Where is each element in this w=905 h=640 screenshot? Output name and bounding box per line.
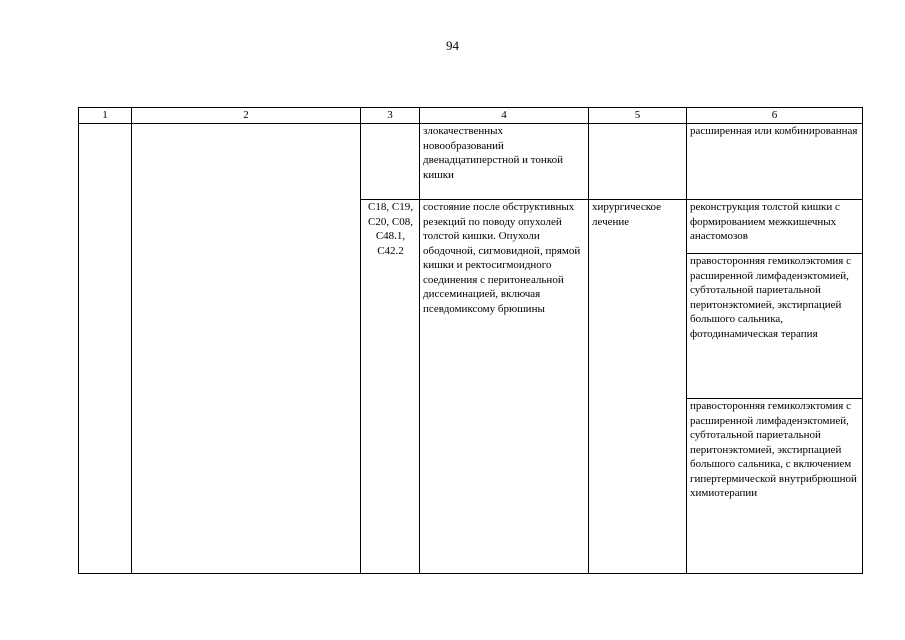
treatment-type-cell: хирургическое лечение xyxy=(589,200,687,574)
cell-col5-row1 xyxy=(589,124,687,200)
diagnosis-cell-continued: злокачественных новообразований двенадцатиперстной и тонкой кишки xyxy=(420,124,589,200)
diagnosis-cell: состояние после обструктивных резекций по поводу опухолей толстой кишки. Опухоли ободочной, сигмовидной, прямой кишки и ректосигмоидного соединения с перитонеальной диссеминацией, включая псевдомиксому брюшины xyxy=(420,200,589,574)
cell-col1 xyxy=(79,124,132,574)
method-cell-continued: расширенная или комбинированная xyxy=(687,124,863,200)
table-header-row xyxy=(79,108,863,124)
document-table xyxy=(78,107,863,574)
cell-col3-row1 xyxy=(361,124,420,200)
header-cell-1: 1 xyxy=(79,108,132,124)
table-row xyxy=(79,124,863,200)
cell-col2 xyxy=(132,124,361,574)
method-cell-hemicolectomy-pdt: правосторонняя гемиколэктомия с расширенной лимфаденэктомией, субтотальной париетальной перитонэктомией, экстирпацией большого сальника, фотодинамическая терапия xyxy=(687,254,863,399)
header-cell-2: 2 xyxy=(132,108,361,124)
header-cell-6: 6 xyxy=(687,108,863,124)
header-cell-5: 5 xyxy=(589,108,687,124)
header-cell-4: 4 xyxy=(420,108,589,124)
method-cell-hemicolectomy-hipec: правосторонняя гемиколэктомия с расширенной лимфаденэктомией, субтотальной париетальной перитонэктомией, экстирпацией большого сальника, с включением гипертермической внутрибрюшной химиотерапии xyxy=(687,399,863,574)
method-cell-reconstruction: реконструкция толстой кишки с формированием межкишечных анастомозов xyxy=(687,200,863,254)
header-cell-3: 3 xyxy=(361,108,420,124)
page-number: 94 xyxy=(446,38,459,53)
icd-codes-cell: C18, C19, C20, C08, C48.1, C42.2 xyxy=(361,200,420,574)
